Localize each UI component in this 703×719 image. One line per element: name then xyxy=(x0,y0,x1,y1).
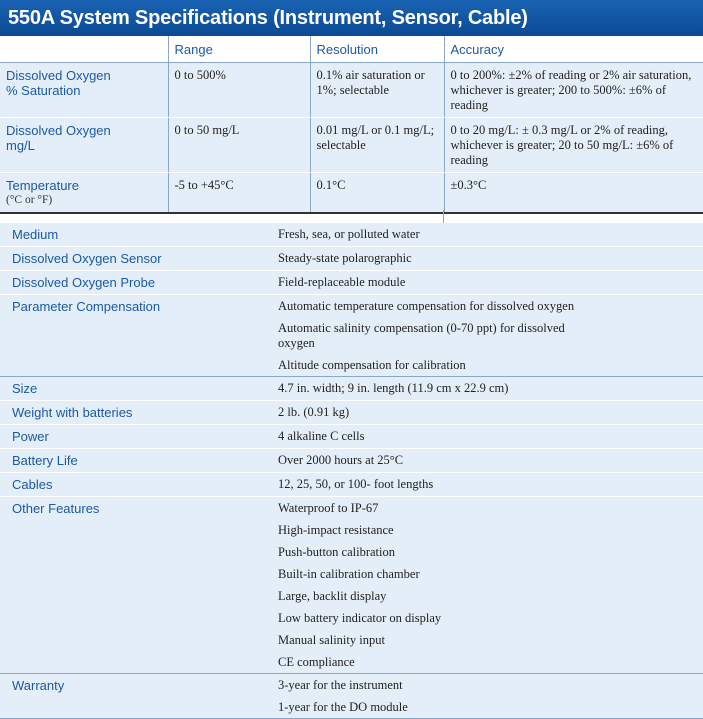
feature-label: Dissolved Oxygen Probe xyxy=(12,275,156,290)
feature-row xyxy=(0,377,703,401)
feature-label: Parameter Compensation xyxy=(12,299,161,314)
feature-value: 3-year for the instrument xyxy=(278,678,403,692)
feature-row xyxy=(0,497,703,674)
measurement-spec-table xyxy=(0,36,703,214)
feature-values xyxy=(272,223,703,246)
feature-values xyxy=(272,473,703,496)
feature-row xyxy=(0,674,703,719)
accuracy-value: 0 to 200%: ±2% of reading or 2% air saturation, whichever is greater; 200 to 500%: ±6% of reading xyxy=(444,63,703,118)
feature-label: Size xyxy=(12,381,38,396)
document-title: 550A System Specifications (Instrument, Sensor, Cable) xyxy=(0,0,703,36)
resolution-value: 0.01 mg/L or 0.1 mg/L; selectable xyxy=(310,118,444,173)
feature-label: Other Features xyxy=(12,501,100,516)
table-row xyxy=(0,63,703,118)
feature-label: Dissolved Oxygen Sensor xyxy=(12,251,162,266)
feature-value: Built-in calibration chamber xyxy=(278,567,420,581)
feature-value: Push-button calibration xyxy=(278,545,395,559)
parameter-name: Dissolved Oxygen mg/L xyxy=(6,123,111,153)
feature-value: Automatic salinity compensation (0-70 ppt) for dissolved oxygen xyxy=(278,321,565,350)
feature-values xyxy=(272,497,703,673)
accuracy-value: ±0.3°C xyxy=(444,173,703,214)
range-value: 0 to 500% xyxy=(168,63,310,118)
feature-values xyxy=(272,401,703,424)
accuracy-value: 0 to 20 mg/L: ± 0.3 mg/L or 2% of reading, whichever is greater; 20 to 50 mg/L: ±6% of reading xyxy=(444,118,703,173)
feature-value: 4 alkaline C cells xyxy=(278,429,365,443)
feature-value: High-impact resistance xyxy=(278,523,394,537)
feature-value: 2 lb. (0.91 kg) xyxy=(278,405,350,419)
feature-label: Battery Life xyxy=(12,453,78,468)
feature-value: Over 2000 hours at 25°C xyxy=(278,453,404,467)
header-resolution: Resolution xyxy=(310,36,444,63)
feature-row xyxy=(0,449,703,473)
feature-row xyxy=(0,295,703,377)
feature-values xyxy=(272,449,703,472)
feature-value: Field-replaceable module xyxy=(278,275,406,289)
feature-label: Medium xyxy=(12,227,59,242)
feature-value: Large, backlit display xyxy=(278,589,387,603)
feature-row xyxy=(0,223,703,247)
feature-value: Automatic temperature compensation for dissolved oxygen xyxy=(278,299,575,313)
feature-row xyxy=(0,473,703,497)
feature-value: Low battery indicator on display xyxy=(278,611,442,625)
feature-row xyxy=(0,271,703,295)
feature-value: 12, 25, 50, or 100- foot lengths xyxy=(278,477,434,491)
feature-values xyxy=(272,271,703,294)
feature-value: CE compliance xyxy=(278,655,355,669)
resolution-value: 0.1°C xyxy=(310,173,444,214)
table-row xyxy=(0,118,703,173)
feature-label: Warranty xyxy=(12,678,65,693)
feature-value: Fresh, sea, or polluted water xyxy=(278,227,420,241)
feature-value: Altitude compensation for calibration xyxy=(278,358,466,372)
feature-values xyxy=(272,425,703,448)
feature-row xyxy=(0,425,703,449)
feature-row xyxy=(0,247,703,271)
feature-value: Steady-state polarographic xyxy=(278,251,412,265)
range-value: -5 to +45°C xyxy=(168,173,310,214)
feature-values xyxy=(272,247,703,270)
header-range: Range xyxy=(168,36,310,63)
feature-values xyxy=(272,377,703,400)
feature-label: Power xyxy=(12,429,49,444)
header-accuracy: Accuracy xyxy=(444,36,703,63)
feature-value: 1-year for the DO module xyxy=(278,700,408,714)
feature-label: Cables xyxy=(12,477,53,492)
feature-list xyxy=(0,223,703,719)
feature-value: 4.7 in. width; 9 in. length (11.9 cm x 22.9 cm) xyxy=(278,381,509,395)
table-row xyxy=(0,173,703,214)
feature-row xyxy=(0,401,703,425)
resolution-value: 0.1% air saturation or 1%; selectable xyxy=(310,63,444,118)
range-value: 0 to 50 mg/L xyxy=(168,118,310,173)
parameter-name: Temperature xyxy=(6,178,79,193)
feature-value: Manual salinity input xyxy=(278,633,385,647)
feature-values xyxy=(272,295,703,376)
header-parameter xyxy=(0,36,168,63)
feature-values xyxy=(272,674,703,718)
feature-value: Waterproof to IP-67 xyxy=(278,501,379,515)
parameter-name: Dissolved Oxygen % Saturation xyxy=(6,68,111,98)
table-header-row xyxy=(0,36,703,63)
feature-label: Weight with batteries xyxy=(12,405,133,420)
parameter-unit-note: (°C or °F) xyxy=(6,194,53,206)
